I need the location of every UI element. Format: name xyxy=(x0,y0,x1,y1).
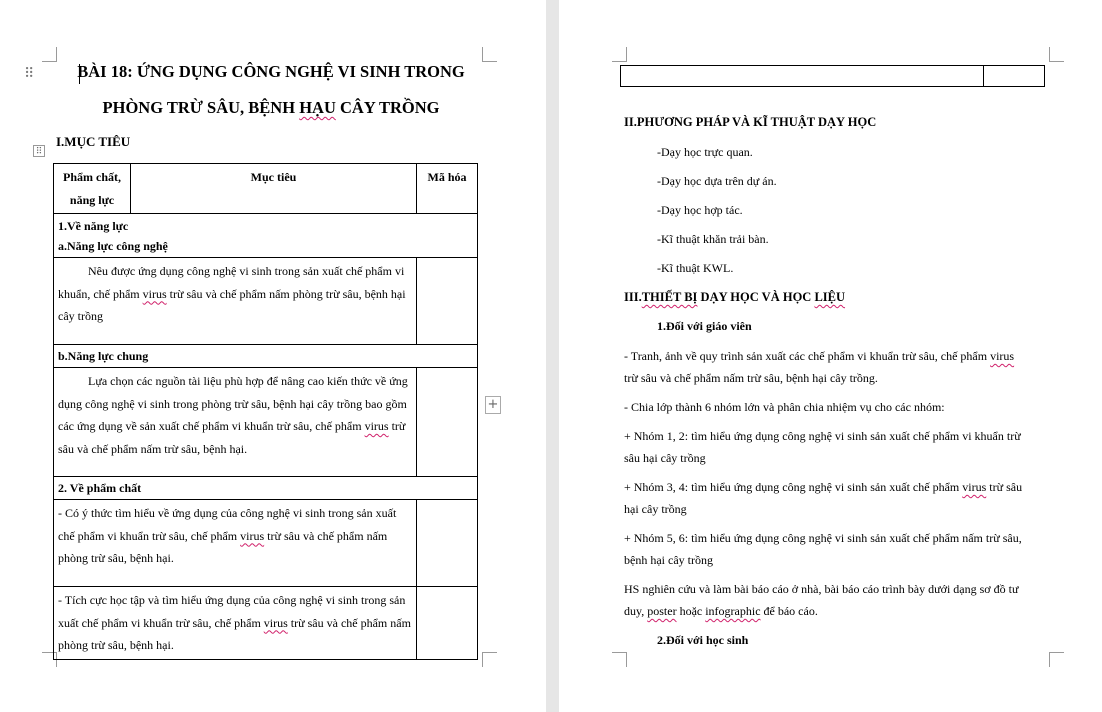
header-quality-competence: Phẩm chất, năng lực xyxy=(54,164,131,214)
crop-mark xyxy=(1049,652,1064,667)
quality2-code-cell[interactable] xyxy=(417,587,478,660)
header-cell[interactable] xyxy=(984,66,1045,87)
spelling-flag[interactable]: virus xyxy=(240,528,265,543)
subheading-teacher: 1.Đối với giáo viên xyxy=(657,319,752,333)
spelling-flag[interactable]: THIẾT BỊ xyxy=(641,290,698,304)
quality1-cell: - Có ý thức tìm hiểu về ứng dụng của công nghệ vi sinh trong sản xuất chế phẩm vi khuẩn trừ sâu, chế phẩm virus trừ sâu và chế phẩm nấm phòng trừ sâu, bệnh hại. xyxy=(54,500,417,587)
table-row xyxy=(54,587,478,660)
row-quality: 2. Về phẩm chất xyxy=(54,477,478,500)
tech-objective-cell: Nêu được ứng dụng công nghệ vi sinh trong sản xuất chế phẩm vi khuẩn, chế phẩm virus trừ sâu và chế phẩm nấm phòng trừ sâu, bệnh hại cây trồng xyxy=(54,258,417,345)
header-code: Mã hóa xyxy=(417,164,478,214)
table-row xyxy=(54,500,478,587)
crop-mark xyxy=(42,47,57,62)
student-report-text-cont: duy, poster hoặc infographic để báo cáo. xyxy=(624,604,818,618)
teacher-item-cont: trừ sâu và chế phẩm nấm trừ sâu, bệnh hại cây trồng. xyxy=(624,371,878,385)
crop-mark xyxy=(482,47,497,62)
spelling-flag[interactable]: infographic xyxy=(705,604,761,618)
table-row xyxy=(54,258,478,345)
group-item: + Nhóm 1, 2: tìm hiểu ứng dụng công nghệ vi sinh sản xuất chế phẩm vi khuẩn trừ xyxy=(624,429,1021,443)
objectives-table xyxy=(53,163,478,660)
move-handle-icon[interactable]: ⠿ xyxy=(24,67,34,82)
table-header-row xyxy=(54,164,478,214)
table-row xyxy=(54,477,478,500)
spelling-flag[interactable]: HẠU xyxy=(299,98,336,117)
method-item: -Dạy học hợp tác. xyxy=(657,203,743,217)
plus-icon[interactable]: + xyxy=(485,396,501,414)
section-heading-objectives: I.MỤC TIÊU xyxy=(56,134,131,149)
spelling-flag[interactable]: virus xyxy=(263,615,288,630)
table-move-icon[interactable]: ⠿ xyxy=(33,145,45,157)
student-report-text: HS nghiên cứu và làm bài báo cáo ở nhà, bài báo cáo trình bày dưới dạng sơ đồ tư xyxy=(624,582,1019,596)
empty-header-table xyxy=(620,65,1045,87)
method-item: -Dạy học trực quan. xyxy=(657,145,753,159)
crop-mark xyxy=(482,652,497,667)
subheading-student: 2.Đối với học sinh xyxy=(657,633,749,647)
table-row xyxy=(54,368,478,477)
document-page-left xyxy=(0,0,546,712)
spelling-flag[interactable]: virus xyxy=(990,349,1015,363)
quality2-cell: - Tích cực học tập và tìm hiểu ứng dụng của công nghệ vi sinh trong sản xuất chế phẩm vi khuẩn trừ sâu, chế phẩm virus trừ sâu và chế phẩm nấm phòng trừ sâu, bệnh hại. xyxy=(54,587,417,660)
lesson-title-line1: BÀI 18: ỨNG DỤNG CÔNG NGHỆ VI SINH TRONG xyxy=(77,62,465,81)
spelling-flag[interactable]: virus xyxy=(364,419,389,433)
table-row xyxy=(54,345,478,368)
table-row xyxy=(54,214,478,258)
spelling-flag[interactable]: poster xyxy=(647,604,677,618)
row-tech-label: a.Năng lực công nghệ xyxy=(58,239,168,253)
method-item: -Kĩ thuật KWL. xyxy=(657,261,734,275)
section-heading-methods: II.PHƯƠNG PHÁP VÀ KĨ THUẬT DẠY HỌC xyxy=(624,115,877,129)
row-general: b.Năng lực chung xyxy=(54,345,478,368)
general-code-cell[interactable] xyxy=(417,368,478,477)
teacher-item: - Tranh, ảnh về quy trình sản xuất các chế phẩm vi khuẩn trừ sâu, chế phẩm virus xyxy=(624,349,1015,363)
tech-code-cell[interactable] xyxy=(417,258,478,345)
method-item: -Kĩ thuật khăn trải bàn. xyxy=(657,232,769,246)
crop-mark xyxy=(612,47,627,62)
teacher-item: - Chia lớp thành 6 nhóm lớn và phân chia nhiệm vụ cho các nhóm: xyxy=(624,400,945,414)
lesson-title-line2: PHÒNG TRỪ SÂU, BỆNH HẠU CÂY TRỒNG xyxy=(102,98,440,117)
header-objective: Mục tiêu xyxy=(131,164,417,214)
spelling-flag[interactable]: virus xyxy=(142,286,167,301)
section-heading-equipment: III.THIẾT BỊ DẠY HỌC VÀ HỌC LIỆU xyxy=(624,290,846,304)
group-item: + Nhóm 3, 4: tìm hiểu ứng dụng công nghệ vi sinh sản xuất chế phẩm virus trừ sâu xyxy=(624,480,1023,494)
crop-mark xyxy=(612,652,627,667)
spelling-flag[interactable]: LIỆU xyxy=(814,290,846,304)
group-item-cont: sâu hại cây trồng xyxy=(624,451,706,465)
group-item: + Nhóm 5, 6: tìm hiểu ứng dụng công nghệ vi sinh sản xuất chế phẩm nấm trừ sâu, xyxy=(624,531,1022,545)
row-competence xyxy=(54,214,478,258)
spelling-flag[interactable]: virus xyxy=(962,480,987,494)
quality1-code-cell[interactable] xyxy=(417,500,478,587)
group-item-cont: bệnh hại cây trồng xyxy=(624,553,713,567)
general-objective-cell: Lựa chọn các nguồn tài liệu phù hợp để nâng cao kiến thức về ứng dụng công nghệ vi sinh trong phòng trừ sâu, bệnh hại cây trồng bao gồm các ứng dụng về sản xuất chế phẩm vi khuẩn trừ sâu, chế phẩm virus trừ sâu và chế phẩm nấm trừ sâu, bệnh hại. xyxy=(54,368,417,477)
row-competence-label: 1.Về năng lực xyxy=(58,219,129,233)
crop-mark xyxy=(1049,47,1064,62)
group-item-cont: hại cây trồng xyxy=(624,502,687,516)
method-item: -Dạy học dựa trên dự án. xyxy=(657,174,777,188)
header-cell[interactable] xyxy=(621,66,984,87)
